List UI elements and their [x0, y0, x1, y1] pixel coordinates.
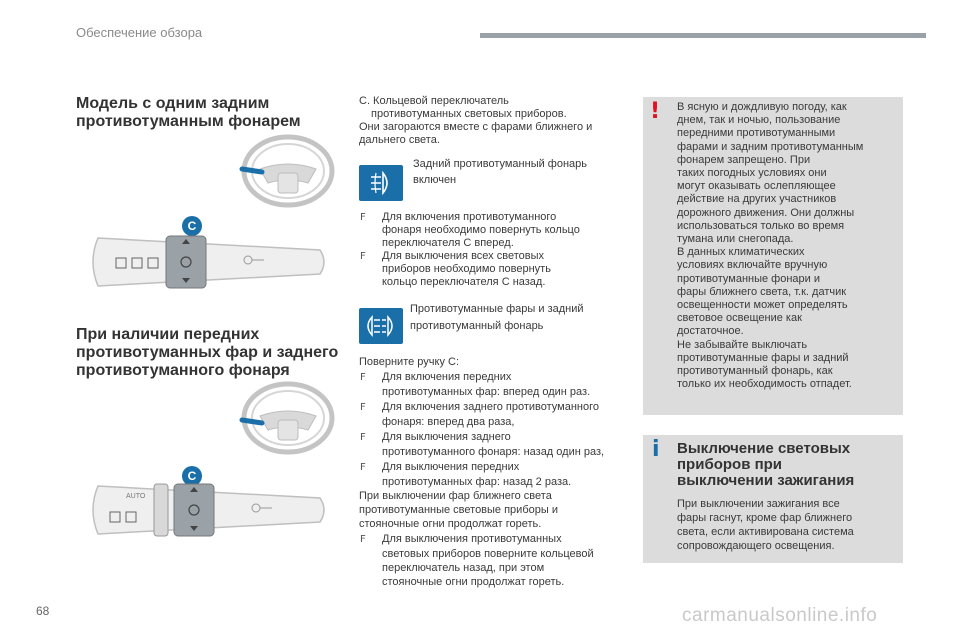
bullet-item: [382, 460, 571, 489]
front-rear-fog-light-icon: [359, 308, 403, 344]
warning-panel: [643, 97, 903, 415]
info-icon: i: [652, 437, 660, 462]
callout-letter: C: [187, 469, 197, 483]
intro-line: Они загораются вместе с фарами ближнего и: [359, 121, 593, 133]
intro-line: противотуманных световых приборов.: [371, 108, 567, 120]
bullet-line: F Для включения противотуманного: [382, 211, 580, 224]
info-title-line: приборов при: [677, 456, 783, 473]
section-title-front-rear-fog: [76, 326, 338, 380]
bullet-line: F Для выключения всех световых: [382, 250, 551, 263]
bullet-item: [382, 532, 594, 589]
warning-line: световое освещение как: [677, 312, 802, 325]
info-line: сопровождающего освещения.: [677, 540, 835, 552]
warning-text: [677, 101, 863, 391]
intro-line: C. Кольцевой переключатель: [359, 95, 509, 107]
warning-line: тумана или снегопада.: [677, 233, 794, 246]
paragraph-line: стояночные огни продолжат гореть.: [359, 518, 542, 530]
warning-line: только их необходимость отпадет.: [677, 378, 852, 391]
rear-fog-light-icon: [359, 165, 403, 201]
heading-line: При наличии передних: [76, 326, 260, 343]
callout-letter: C: [187, 219, 197, 233]
caption-line: Задний противотуманный фонарь: [413, 158, 588, 170]
steering-wheel-illustration-1: [236, 133, 336, 213]
warning-line: фонарем запрещено. При: [677, 153, 811, 166]
heading-line: противотуманных фар и заднего: [76, 344, 339, 361]
bullet-line: F Для включения передних: [382, 370, 590, 385]
watermark: carmanualsonline.info: [682, 605, 878, 626]
bullet-item: [382, 400, 599, 429]
bullet-line: фонаря необходимо повернуть кольцо: [382, 224, 580, 236]
bullet-line: противотуманных фар: вперед один раз.: [382, 386, 591, 398]
info-line: фары гаснут, кроме фар ближнего: [677, 512, 853, 524]
light-stalk-illustration-2: [80, 480, 330, 540]
bullet-line: переключателя C вперед.: [382, 237, 514, 249]
warning-line: передними противотуманными: [677, 127, 836, 140]
auto-label: AUTO: [126, 493, 146, 500]
info-title: [677, 441, 854, 489]
bullet-line: фонаря: вперед два раза,: [382, 416, 515, 428]
warning-line: днем, так и ночью, пользование: [677, 114, 841, 127]
bullet-line: F Для выключения заднего: [382, 430, 604, 445]
page-section-title: Обеспечение обзора: [76, 25, 203, 40]
warning-line: фары ближнего света, т.к. датчик: [677, 285, 847, 298]
header-bar: [480, 33, 926, 38]
bullet-line: F Для включения заднего противотуманного: [382, 400, 599, 415]
bullet-line: приборов необходимо повернуть: [382, 263, 551, 275]
bullet-line: кольцо переключателя C назад.: [382, 276, 546, 288]
info-text: [677, 497, 854, 553]
warning-line: фарами и задним противотуманным: [677, 140, 864, 153]
heading-line: Модель с одним задним: [76, 95, 270, 112]
info-title-line: выключении зажигания: [677, 472, 855, 489]
bullet-line: переключатель назад, при этом: [382, 562, 545, 574]
paragraph-line: противотуманные световые приборы и: [359, 504, 558, 516]
bullet-line: стояночные огни продолжат гореть.: [382, 576, 565, 588]
bullet-line: противотуманного фонаря: назад один раз,: [382, 446, 605, 458]
warning-icon: !: [650, 99, 661, 124]
turn-instruction: Поверните ручку C:: [359, 356, 460, 368]
bullet-line: противотуманных фар: назад 2 раза.: [382, 476, 572, 488]
heading-line: противотуманного фонаря: [76, 362, 290, 379]
paragraph-line: При выключении фар ближнего света: [359, 490, 552, 502]
intro-line: дальнего света.: [359, 134, 440, 146]
bullet-item: [382, 370, 590, 399]
caption-line: включен: [413, 174, 457, 186]
light-stalk-illustration-1: [80, 232, 330, 292]
warning-line: условиях включайте вручную: [677, 259, 828, 272]
heading-line: противотуманным фонарем: [76, 113, 301, 130]
info-line: света, если активирована система: [677, 526, 854, 538]
intro-paragraph: [359, 95, 592, 147]
caption-line: противотуманный фонарь: [410, 320, 544, 332]
bullet-line: световых приборов поверните кольцевой: [382, 548, 594, 560]
warning-line: В ясную и дождливую погоду, как: [677, 101, 847, 113]
info-title-line: Выключение световых: [677, 440, 851, 457]
warning-line: использоваться только во время: [677, 219, 845, 232]
warning-line: могут оказывать ослепляющее: [677, 180, 836, 193]
caption-line: Противотуманные фары и задний: [410, 303, 584, 315]
icon1-caption: [413, 156, 587, 188]
warning-line: действие на других участников: [677, 193, 837, 206]
ignition-off-paragraph: [359, 489, 558, 531]
warning-line: достаточное.: [677, 325, 744, 338]
icon2-caption: [410, 301, 584, 335]
bullet-line: F Для выключения противотуманных: [382, 532, 594, 547]
warning-line: таких погодных условиях они: [677, 167, 827, 180]
warning-line: противотуманные фары и задний: [677, 351, 849, 364]
warning-line: дорожного движения. Они должны: [677, 206, 855, 219]
bullet-line: F Для выключения передних: [382, 460, 571, 475]
bullet-item: [382, 250, 551, 289]
steering-wheel-illustration-2: [236, 380, 336, 460]
info-panel: [643, 435, 903, 563]
warning-line: Не забывайте выключать: [677, 338, 808, 351]
warning-line: противотуманный фонарь, как: [677, 365, 833, 378]
warning-line: противотуманные фонари и: [677, 272, 820, 285]
bullet-item: [382, 211, 580, 250]
warning-line: освещенности может определять: [677, 299, 848, 312]
warning-line: В данных климатических: [677, 246, 805, 259]
info-line: При выключении зажигания все: [677, 498, 840, 510]
bullet-item: [382, 430, 604, 459]
page-number: 68: [36, 604, 50, 618]
section-title-single-fog: [76, 95, 301, 131]
